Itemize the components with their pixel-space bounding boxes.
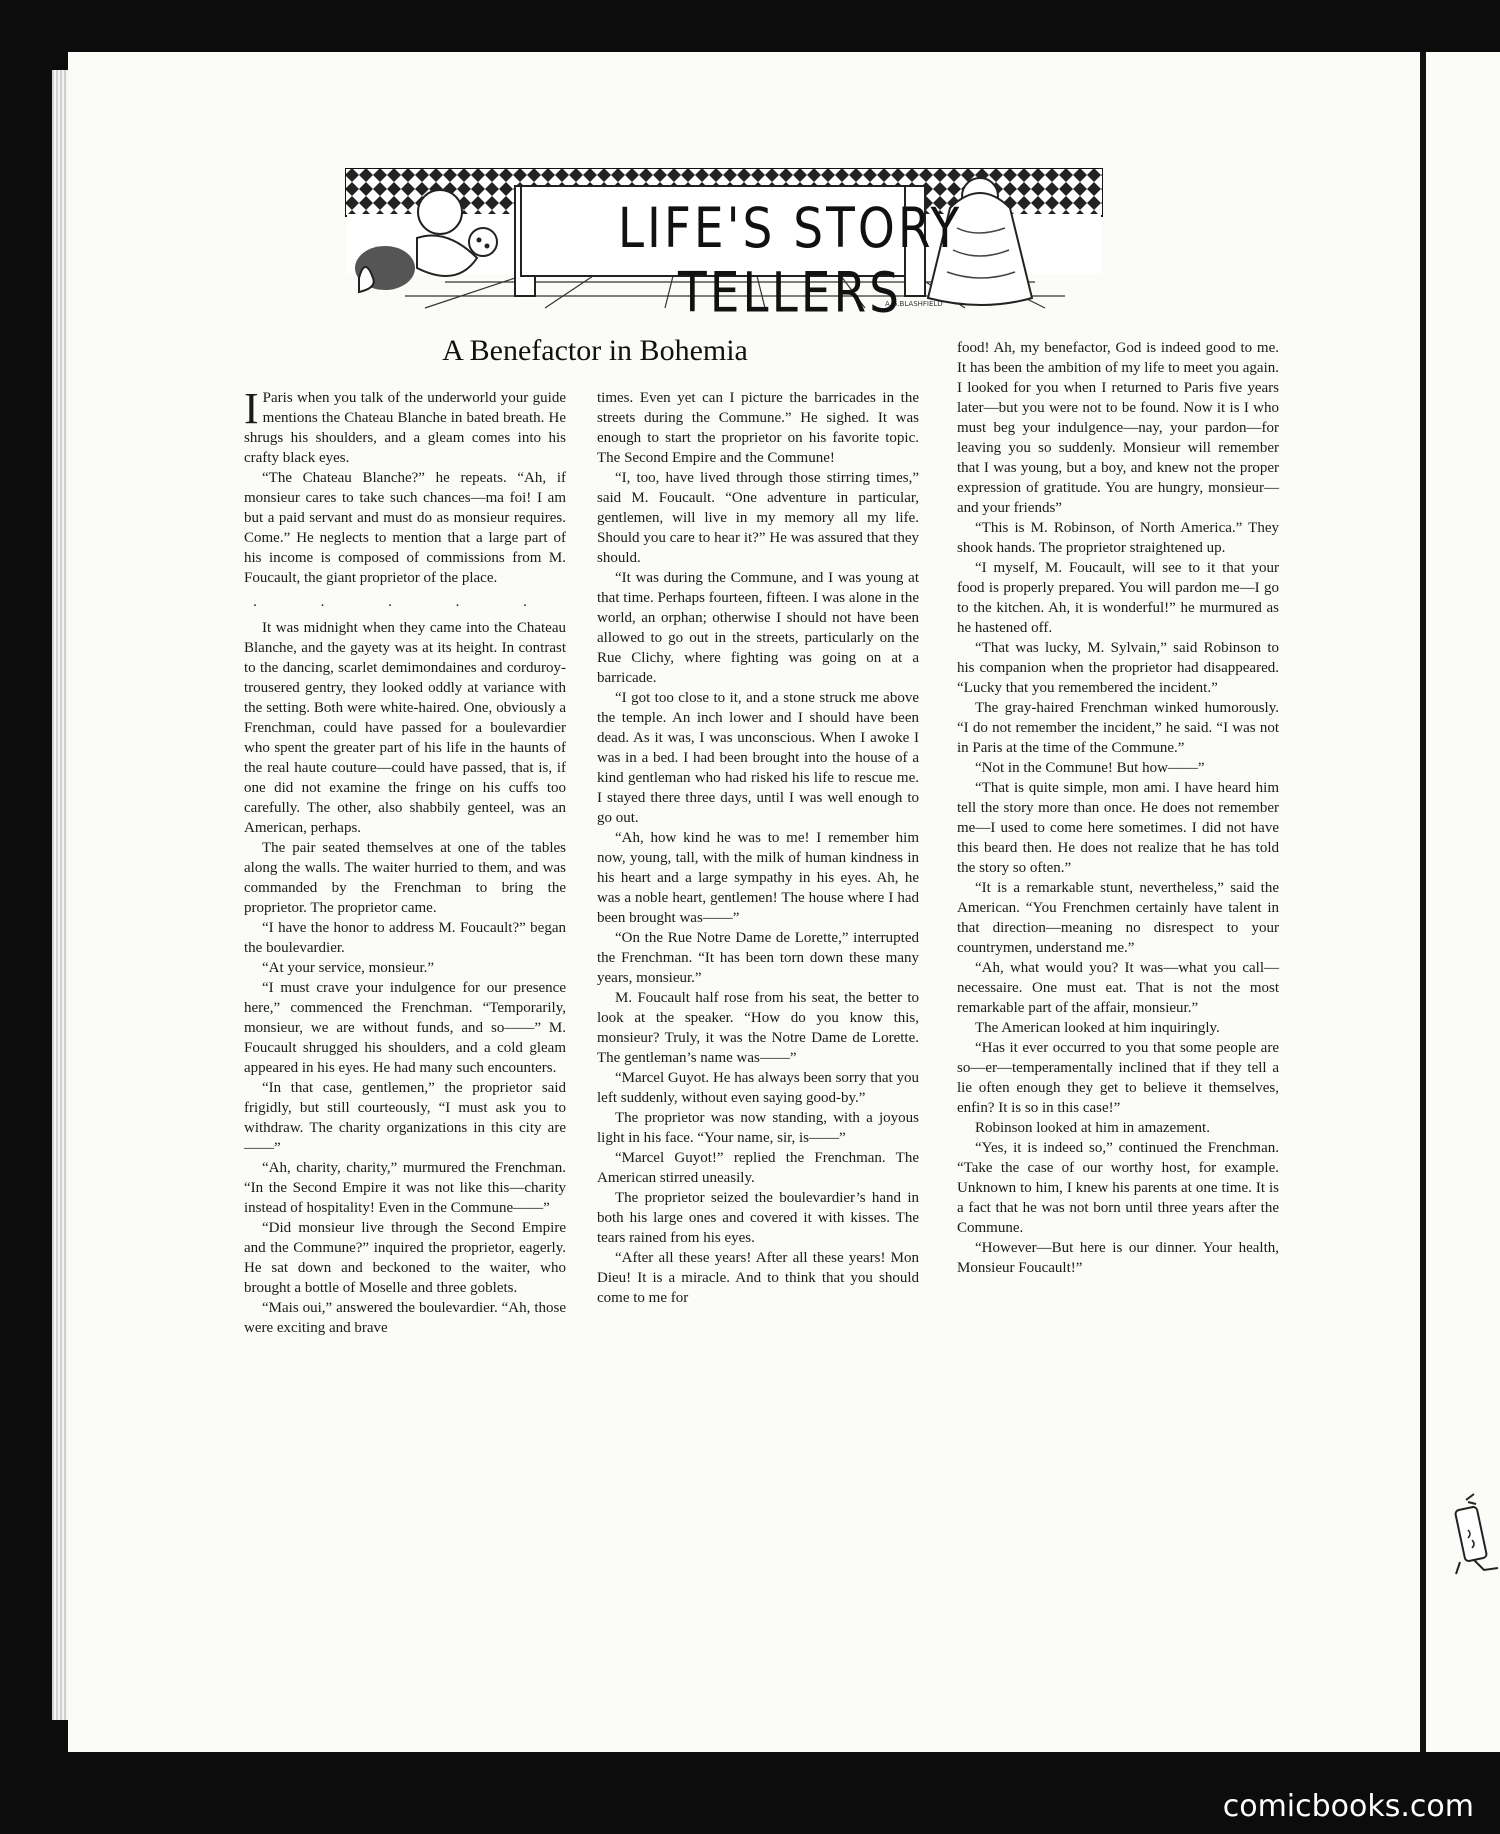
text-column-2 <box>597 388 919 1308</box>
paragraph: “Not in the Commune! But how——” <box>975 760 1205 776</box>
paragraph: Robinson looked at him in amazement. <box>975 1120 1210 1136</box>
paragraph: “Ah, what would you? It was—what you call—necessaire. One must eat. That is not the most remarkable part of the affair, monsieur.” <box>957 960 1279 1016</box>
paragraph: “Marcel Guyot. He has always been sorry that you left suddenly, without even saying good-by.” <box>597 1070 919 1106</box>
paragraph: It was midnight when they came into the Chateau Blanche, and the gayety was at its height. In contrast to the dancing, scarlet demimondaines and corduroy-trousered gentry, they looked oddly at variance with the setting. Both were white-haired. One, obviously a Frenchman, could have passed for a boulevardier who spent the greater part of his life in the haunts of the real haute couture—could have passed, that is, if one did not examine the fringe on his cuffs too carefully. The other, also shabbily genteel, was an American, perhaps. <box>244 620 566 836</box>
paragraph: The proprietor was now standing, with a joyous light in his face. “Your name, sir, is——” <box>597 1110 919 1146</box>
cherub-head <box>418 190 462 234</box>
site-watermark: comicbooks.com <box>1222 1789 1474 1824</box>
paragraph: “I myself, M. Foucault, will see to it that your food is properly prepared. You will pardon me—I go to the kitchen. Ah, it is wonderful!” he murmured as he hastened off. <box>957 560 1279 636</box>
facing-page-doodle <box>1454 1490 1500 1580</box>
paragraph: “However—But here is our dinner. Your health, Monsieur Foucault!” <box>957 1240 1279 1276</box>
text-column-1 <box>244 384 566 1338</box>
paragraph: “Mais oui,” answered the boulevardier. “Ah, those were exciting and brave <box>244 1300 566 1336</box>
paragraph: M. Foucault half rose from his seat, the better to look at the speaker. “How do you know this, monsieur? Truly, it was the Notre Dame de Lorette. The gentleman’s name was——” <box>597 990 919 1066</box>
paragraph: “That is quite simple, mon ami. I have heard him tell the story more than once. He does not remember me—I used to come here sometimes. I did not have this beard then. He does not realize that he has told the story so often.” <box>957 780 1279 876</box>
paragraph: food! Ah, my benefactor, God is indeed good to me. It has been the ambition of my life to meet you again. I looked for you when I returned to Paris five years later—but you were not to be found. Now it is I who must beg your indulgence—nay, your pardon—for leaving you so suddenly. Monsieur will remember that I was young, but a boy, and knew not the proper expression of gratitude. You are hungry, monsieur—and your friends” <box>957 340 1279 516</box>
paragraph: “On the Rue Notre Dame de Lorette,” interrupted the Frenchman. “It has been torn down these many years, monsieur.” <box>597 930 919 986</box>
paragraph: The proprietor seized the boulevardier’s hand in both his large ones and covered it with kisses. The tears rained from his eyes. <box>597 1190 919 1246</box>
article-title: A Benefactor in Bohemia <box>442 334 748 367</box>
paragraph: times. Even yet can I picture the barricades in the streets during the Commune.” He sighed. It was enough to start the proprietor on his favorite topic. The Second Empire and the Commune! <box>597 390 919 466</box>
paragraph: “That was lucky, M. Sylvain,” said Robinson to his companion when the proprietor had disappeared. “Lucky that you remembered the incident.” <box>957 640 1279 696</box>
paragraph: The pair seated themselves at one of the tables along the walls. The waiter hurried to them, and was commanded by the Frenchman to bring the proprietor. The proprietor came. <box>244 840 566 916</box>
paragraph: “I have the honor to address M. Foucault?” began the boulevardier. <box>244 920 566 956</box>
paragraph: “It was during the Commune, and I was young at that time. Perhaps fourteen, fifteen. I was alone in the world, an orphan; otherwise I should not have been allowed to go out in the streets, particularly on the Rue Clichy, where fighting was going on at a barricade. <box>597 570 919 686</box>
paragraph: “This is M. Robinson, of North America.” They shook hands. The proprietor straightened up. <box>957 520 1279 556</box>
paragraph: “Ah, charity, charity,” murmured the Frenchman. “In the Second Empire it was not like this—charity instead of hospitality! Even in the Commune——” <box>244 1160 566 1216</box>
paragraph: “In that case, gentlemen,” the proprietor said frigidly, but still courteously, “I must ask you to withdraw. The charity organizations in this city are——” <box>244 1080 566 1156</box>
section-break: . . . . . <box>253 594 557 610</box>
paragraph: “It is a remarkable stunt, nevertheless,” said the American. “You Frenchmen certainly have talent in that direction—meaning no disrespect to your countrymen, understand me.” <box>957 880 1279 956</box>
drop-cap: I <box>244 384 259 433</box>
svg-text:A.G.BLASHFIELD: A.G.BLASHFIELD <box>885 300 943 308</box>
page-edge-stack <box>52 70 68 1720</box>
paragraph: I Paris when you talk of the underworld your guide mentions the Chateau Blanche in bated breath. He shrugs his shoulders, and a gleam comes into his crafty black eyes. <box>244 384 566 466</box>
paragraph: The gray-haired Frenchman winked humorously. “I do not remember the incident,” he said. “I was not in Paris at the time of the Commune.” <box>957 700 1279 756</box>
paragraph: “Has it ever occurred to you that some people are so—er—temperamentally inclined that if they tell a lie often enough they get to believe it themselves, enfin? It is so in this case!” <box>957 1040 1279 1116</box>
paragraph: “Yes, it is indeed so,” continued the Frenchman. “Take the case of our worthy host, for example. Unknown to him, I knew his parents at one time. It is a fact that he was not born until three years after the Commune. <box>957 1140 1279 1236</box>
paragraph: “Marcel Guyot!” replied the Frenchman. The American stirred uneasily. <box>597 1150 919 1186</box>
paragraph: “At your service, monsieur.” <box>262 960 435 976</box>
paragraph: “After all these years! After all these years! Mon Dieu! It is a miracle. And to think that you should come to me for <box>597 1250 919 1306</box>
banner-title: LIFE'S STORY TELLERS <box>617 196 963 326</box>
paragraph: “I must crave your indulgence for our presence here,” commenced the Frenchman. “Temporarily, monsieur, we are without funds, and so——” M. Foucault shrugged his shoulders, and a cold gleam appeared in his eyes. He had many such encounters. <box>244 980 566 1076</box>
paragraph: “Did monsieur live through the Second Empire and the Commune?” inquired the proprietor, eagerly. He sat down and beckoned to the waiter, who brought a bottle of Moselle and three goblets. <box>244 1220 566 1296</box>
text-column-3 <box>957 338 1279 1278</box>
paragraph: “Ah, how kind he was to me! I remember him now, young, tall, with the milk of human kindness in his heart and a large sympathy in his eyes. Ah, he was a noble heart, gentlemen! The house where I had been brought was——” <box>597 830 919 926</box>
paragraph: The American looked at him inquiringly. <box>975 1020 1220 1036</box>
paragraph: “The Chateau Blanche?” he repeats. “Ah, if monsieur cares to take such chances—ma foi! I am but a paid servant and must do as monsieur requires. Come.” He neglects to mention that a large part of his income is composed of commissions from M. Foucault, the giant proprietor of the place. <box>244 470 566 586</box>
paragraph: “I got too close to it, and a stone struck me above the temple. An inch lower and I should have been dead. As it was, I was unconscious. When I awoke I was in a bed. I had been brought into the house of a kind gentleman who had risked his life to rescue me. I stayed there three days, until I was well enough to go out. <box>597 690 919 826</box>
paragraph: “I, too, have lived through those stirring times,” said M. Foucault. “One adventure in particular, gentlemen, will live in my memory all my life. Should you care to hear it?” He was assured that they should. <box>597 470 919 566</box>
